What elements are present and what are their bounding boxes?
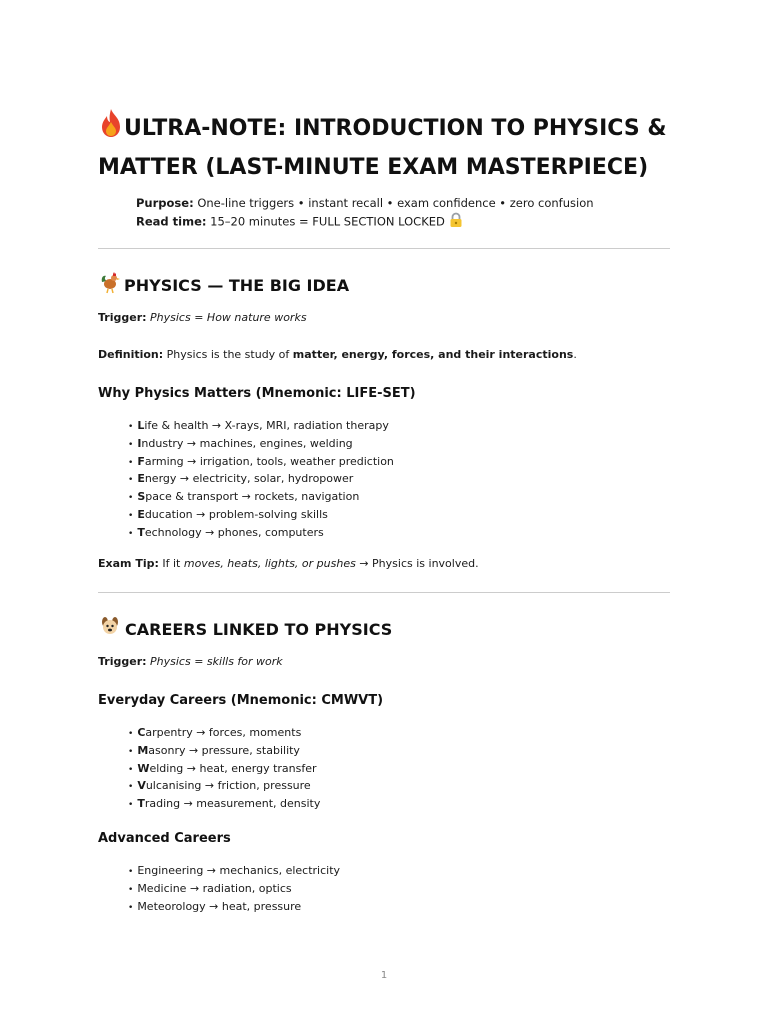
list-item-text: ducation → problem-solving skills	[144, 507, 328, 521]
list-item-text: nergy → electricity, solar, hydropower	[144, 472, 354, 486]
list-item	[128, 488, 394, 506]
section-heading-physics	[98, 270, 349, 301]
list-item	[128, 470, 394, 488]
list-item-text: echnology → phones, computers	[144, 525, 324, 539]
definition-label: Definition:	[98, 348, 164, 361]
list-item	[128, 795, 320, 813]
read-time-text: 15–20 minutes = FULL SECTION LOCKED	[206, 214, 449, 229]
read-time-label: Read time:	[136, 214, 207, 229]
title-line-1: ULTRA-NOTE: INTRODUCTION TO PHYSICS &	[124, 116, 667, 141]
fire-icon	[98, 108, 124, 150]
list-item	[128, 506, 394, 524]
exam-tip-line	[98, 556, 479, 572]
life-set-list	[128, 417, 394, 542]
list-item-letter: W	[137, 761, 150, 775]
page-title	[98, 108, 698, 186]
section-heading-text: PHYSICS — THE BIG IDEA	[124, 275, 350, 295]
list-item-text: rading → measurement, density	[144, 797, 321, 811]
list-item-text: ulcanising → friction, pressure	[145, 779, 311, 793]
section-heading-text: CAREERS LINKED TO PHYSICS	[125, 619, 393, 639]
trigger-text: Physics = skills for work	[150, 655, 283, 668]
list-item-letter: E	[137, 472, 145, 486]
page-number: 1	[380, 970, 388, 981]
purpose-label: Purpose:	[136, 196, 194, 210]
section-heading-careers	[98, 614, 392, 645]
list-item-letter: E	[137, 507, 145, 521]
list-item: • Meteorology → heat, pressure	[128, 898, 340, 916]
list-item-letter: F	[137, 454, 145, 468]
list-item: • Medicine → radiation, optics	[128, 880, 340, 898]
list-item-letter: C	[137, 726, 146, 739]
list-item: • Engineering → mechanics, electricity	[128, 862, 340, 880]
list-item	[128, 724, 320, 742]
definition-line	[98, 347, 577, 363]
dog-icon	[98, 614, 122, 645]
list-item	[128, 417, 394, 435]
list-item-letter: T	[137, 797, 145, 811]
trigger-line	[98, 310, 307, 326]
rooster-icon	[98, 270, 122, 301]
trigger-label: Trigger:	[98, 655, 147, 668]
list-item	[128, 453, 394, 471]
exam-tip-italic: moves, heats, lights, or pushes	[183, 557, 356, 570]
title-line-2: MATTER (LAST-MINUTE EXAM MASTERPIECE)	[98, 155, 649, 180]
exam-tip-pre: If it	[158, 557, 184, 570]
list-item	[128, 742, 320, 760]
divider	[98, 592, 670, 593]
definition-post: .	[573, 348, 577, 361]
definition-pre: Physics is the study of	[163, 348, 293, 361]
read-time-line	[136, 212, 463, 232]
cmwvt-list	[128, 724, 320, 813]
list-item-letter: L	[137, 419, 145, 432]
list-item-text: elding → heat, energy transfer	[149, 761, 317, 775]
list-item	[128, 760, 320, 778]
list-item-text: pace & transport → rockets, navigation	[145, 490, 360, 504]
trigger-text: Physics = How nature works	[150, 311, 307, 324]
list-item-text: arming → irrigation, tools, weather prediction	[144, 454, 394, 468]
purpose-text: One-line triggers • instant recall • exam confidence • zero confusion	[193, 196, 594, 210]
trigger-label: Trigger:	[98, 311, 147, 324]
subheading-why-physics: Why Physics Matters (Mnemonic: LIFE-SET)	[98, 386, 416, 401]
list-item-letter: I	[137, 436, 142, 450]
subheading-everyday-careers: Everyday Careers (Mnemonic: CMWVT)	[98, 693, 384, 708]
list-item-text: arpentry → forces, moments	[145, 726, 302, 739]
divider	[98, 248, 670, 249]
list-item	[128, 435, 394, 453]
list-item-letter: T	[137, 525, 145, 539]
list-item-text: asonry → pressure, stability	[148, 743, 300, 757]
list-item-text: ife & health → X-rays, MRI, radiation therapy	[144, 419, 389, 432]
exam-tip-post: → Physics is involved.	[355, 557, 479, 570]
list-item	[128, 524, 394, 542]
exam-tip-label: Exam Tip:	[98, 557, 159, 570]
subheading-advanced-careers: Advanced Careers	[98, 831, 231, 846]
list-item-letter: S	[137, 490, 146, 504]
trigger-line	[98, 654, 283, 670]
purpose-line	[136, 195, 594, 211]
definition-bold: matter, energy, forces, and their interactions	[292, 348, 574, 361]
list-item-letter: M	[137, 743, 149, 757]
list-item-letter: V	[137, 779, 146, 793]
list-item	[128, 777, 320, 795]
list-item-text: ndustry → machines, engines, welding	[141, 436, 353, 450]
lock-icon	[449, 212, 463, 232]
advanced-careers-list	[128, 862, 340, 915]
